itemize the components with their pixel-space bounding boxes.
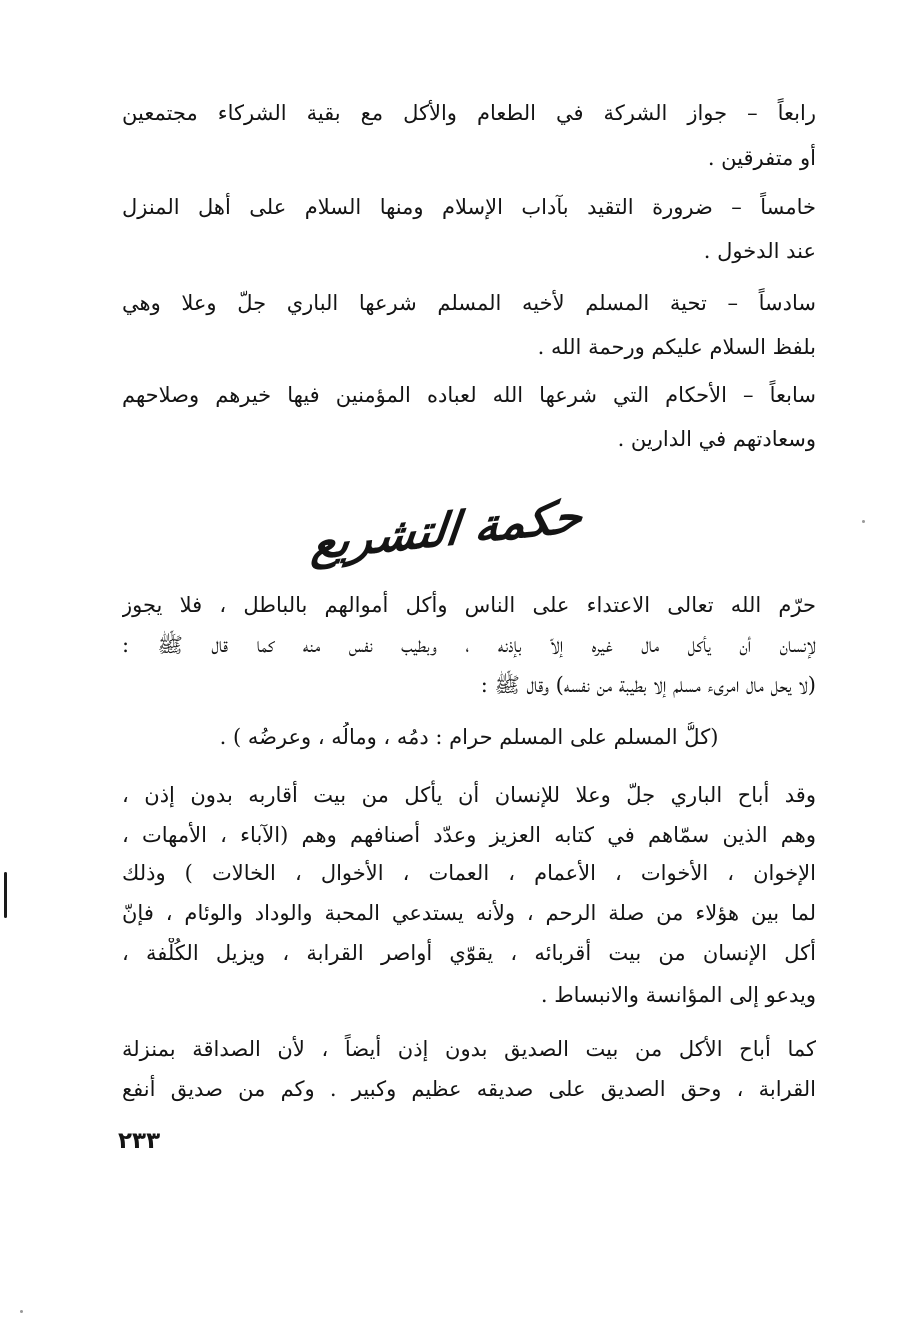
scan-speck bbox=[862, 520, 865, 523]
paragraph-6-line-2: بلفظ السلام عليكم ورحمة الله . bbox=[537, 335, 816, 359]
paragraph-5-line-2: عند الدخول . bbox=[703, 239, 816, 263]
body-1-line-1: حرّم الله تعالى الاعتداء على الناس وأكل أموالهم بالباطل ، فلا يجوز bbox=[122, 593, 816, 617]
body-1-line-2: لإنسان أن يأكل مال غيره إلاّ بإذنه ، وبطيب نفس منه كما قال ﷺ : bbox=[122, 633, 816, 657]
paragraph-7-line-1: سابعاً – الأحكام التي شرعها الله لعباده المؤمنين فيها خيرهم وصلاحهم bbox=[122, 383, 816, 407]
scan-margin-mark bbox=[4, 872, 7, 918]
body-1-line-4: (كلُّ المسلم على المسلم حرام : دمُه ، ومالُه ، وعرضُه ) . bbox=[219, 725, 719, 749]
body-2-line-6: ويدعو إلى المؤانسة والانبساط . bbox=[540, 983, 816, 1007]
page-number: ٢٣٣ bbox=[118, 1128, 161, 1154]
body-1-line-3: (لا يحل مال امرىء مسلم إلا بطيبة من نفسه) وقال ﷺ : bbox=[480, 673, 816, 697]
body-2-line-2: وهم الذين سمّاهم في كتابه العزيز وعدّد أصنافهم وهم (الآباء ، الأمهات ، bbox=[122, 823, 816, 847]
body-3-line-2: القرابة ، وحق الصديق على صديقه عظيم وكبير . وكم من صديق أنفع bbox=[122, 1077, 816, 1101]
paragraph-4-line-1: رابعاً – جواز الشركة في الطعام والأكل مع بقية الشركاء مجتمعين bbox=[122, 101, 816, 125]
paragraph-7-line-2: وسعادتهم في الدارين . bbox=[617, 427, 816, 451]
section-heading-calligraphy: حكمة التشريع bbox=[309, 488, 585, 571]
body-3-line-1: كما أباح الأكل من بيت الصديق بدون إذن أيضاً ، لأن الصداقة بمنزلة bbox=[122, 1037, 816, 1061]
paragraph-4-line-2: أو متفرقين . bbox=[707, 146, 816, 170]
body-2-line-1: وقد أباح الباري جلّ وعلا للإنسان أن يأكل من بيت أقاربه بدون إذن ، bbox=[122, 783, 816, 807]
paragraph-6-line-1: سادساً – تحية المسلم لأخيه المسلم شرعها الباري جلّ وعلا وهي bbox=[122, 291, 816, 315]
scan-speck bbox=[20, 1310, 23, 1313]
body-2-line-3: الإخوان ، الأخوات ، الأعمام ، العمات ، الأخوال ، الخالات ) وذلك bbox=[122, 861, 816, 885]
paragraph-5-line-1: خامساً – ضرورة التقيد بآداب الإسلام ومنها السلام على أهل المنزل bbox=[122, 195, 816, 219]
body-2-line-5: أكل الإنسان من بيت أقربائه ، يقوّي أواصر القرابة ، ويزيل الكُلْفة ، bbox=[122, 941, 816, 965]
body-2-line-4: لما بين هؤلاء من صلة الرحم ، ولأنه يستدعي المحبة والوداد والوئام ، فإنّ bbox=[122, 901, 816, 925]
